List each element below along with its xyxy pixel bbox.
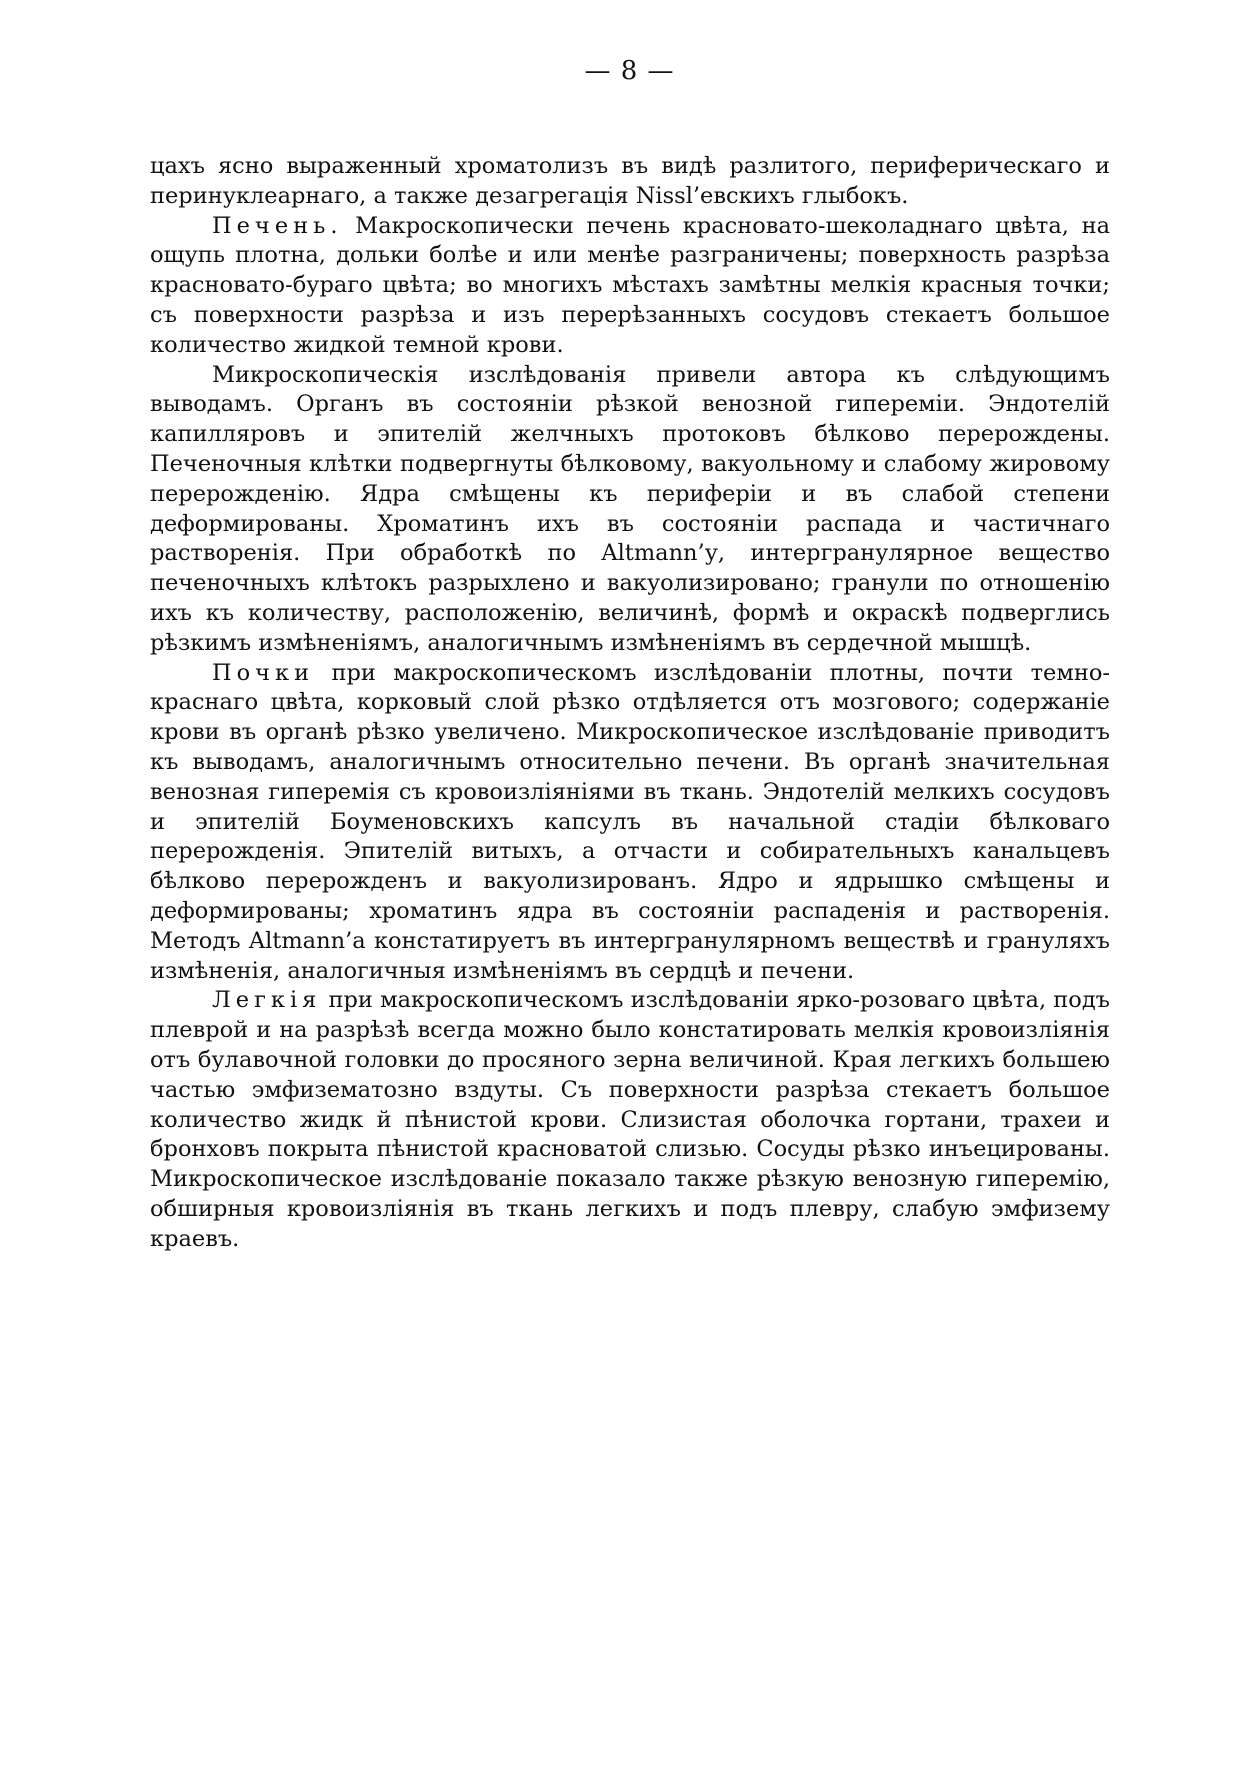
paragraph-kidneys: [150, 659, 1110, 987]
section-lead-kidneys: Почки: [212, 659, 315, 686]
paragraph-liver-macroscopic: [150, 212, 1110, 361]
paragraph-text: цахъ ясно выраженный хроматолизъ въ видѣ разлитого, периферическаго и перинуклеарнаго, а также дезагрегація Nissl’евскихъ глыбокъ.: [150, 153, 1110, 209]
section-lead-liver: Печень.: [212, 212, 343, 239]
paragraph-text: Микроскопическія изслѣдованія привели автора къ слѣдующимъ выводамъ. Органъ въ состояніи рѣзкой венозной гипереміи. Эндотелій капилляровъ и эпителій желчныхъ протоковъ бѣлково перерождены. Печеночныя клѣтки подвергнуты бѣлковому, вакуольному и слабому жировому перерожденію. Ядра смѣщены къ периферіи и въ слабой степени деформированы. Хроматинъ ихъ въ состояніи распада и частичнаго растворенія. При обработкѣ по Altmann’у, интергранулярное вещество печеночныхъ клѣтокъ разрыхлено и вакуолизировано; гранули по отношенію ихъ къ количеству, расположенію, величинѣ, формѣ и окраскѣ подверглись рѣзкимъ измѣненіямъ, аналогичнымъ измѣненіямъ въ сердечной мышцѣ.: [150, 361, 1110, 656]
paragraph-text: при макроскопическомъ изслѣдованіи ярко-розоваго цвѣта, подъ плеврой и на разрѣзѣ всегда можно было констатировать мелкія кровоизліянія отъ булавочной головки до просяного зерна величиной. Края легкихъ большею частью эмфизематозно вздуты. Съ поверхности разрѣза стекаетъ большое количество жидк й пѣнистой крови. Слизистая оболочка гортани, трахеи и бронховъ покрыта пѣнистой красноватой слизью. Сосуды рѣзко инъецированы. Микроскопическое изслѣдованіе показало также рѣзкую венозную гиперемію, обширныя кровоизліянія въ ткань легкихъ и подъ плевру, слабую эмфизему краевъ.: [150, 987, 1110, 1252]
section-lead-lungs: Легкія: [212, 987, 322, 1014]
paragraph-lungs: [150, 986, 1110, 1254]
paragraph-continuation: [150, 152, 1110, 212]
paragraph-liver-microscopic: [150, 361, 1110, 659]
page-number: — 8 —: [584, 56, 675, 86]
paragraph-text: при макроскопическомъ изслѣдованіи плотны, почти темно-краснаго цвѣта, корковый слой рѣзко отдѣляется отъ мозгового; содержаніе крови въ органѣ рѣзко увеличено. Микроскопическое изслѣдованіе приводитъ къ выводамъ, аналогичнымъ относительно печени. Въ органѣ значительная венозная гиперемія съ кровоизліяніями въ ткань. Эндотелій мелкихъ сосудовъ и эпителій Боуменовскихъ капсулъ въ начальной стадіи бѣлковаго перерожденія. Эпителій витыхъ, а отчасти и собирательныхъ канальцевъ бѣлково перерожденъ и вакуолизированъ. Ядро и ядрышко смѣщены и деформированы; хроматинъ ядра въ состояніи распаденія и растворенія. Методъ Altmann’а констатируетъ въ интергранулярномъ веществѣ и грануляхъ измѣненія, аналогичныя измѣненіямъ въ сердцѣ и печени.: [150, 659, 1110, 984]
body-text: [150, 152, 1110, 1254]
paragraph-text: Макроскопически печень красновато-шеколаднаго цвѣта, на ощупь плотна, дольки болѣе и или менѣе разграничены; поверхность разрѣза красновато-бураго цвѣта; во многихъ мѣстахъ замѣтны мелкія красныя точки; съ поверхности разрѣза и изъ перерѣзанныхъ сосудовъ стекаетъ большое количество жидкой темной крови.: [150, 212, 1110, 358]
